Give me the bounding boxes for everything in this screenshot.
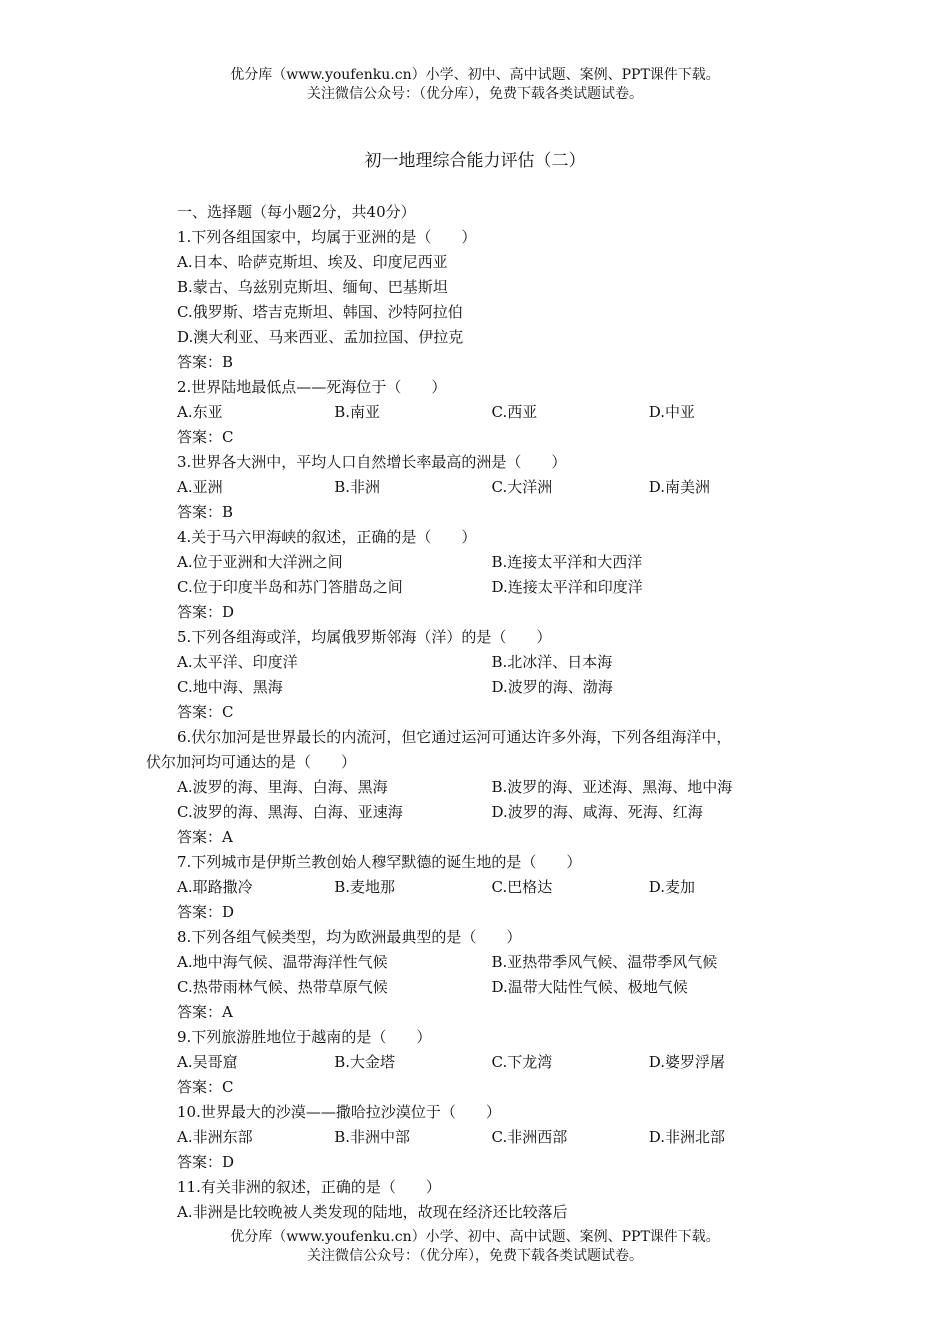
question-4-option-d: D.连接太平洋和印度洋 bbox=[491, 578, 643, 596]
question-10-option-d: D.非洲北部 bbox=[648, 1128, 726, 1146]
question-1-option-b: B.蒙古、乌兹别克斯坦、缅甸、巴基斯坦 bbox=[177, 278, 448, 296]
question-6-option-a: A.波罗的海、里海、白海、黑海 bbox=[177, 778, 388, 796]
question-4-answer: 答案：D bbox=[177, 603, 235, 621]
question-9-option-d: D.婆罗浮屠 bbox=[648, 1053, 726, 1071]
question-6-options-row-2 bbox=[146, 800, 806, 825]
question-7-stem: 7.下列城市是伊斯兰教创始人穆罕默德的诞生地的是（ ） bbox=[177, 853, 582, 871]
question-5-answer: 答案：C bbox=[177, 703, 234, 721]
section-heading: 一、选择题（每小题2分，共40分） bbox=[177, 203, 416, 221]
question-1-answer: 答案：B bbox=[177, 353, 234, 371]
question-8-options-row-1 bbox=[146, 950, 806, 975]
question-5-option-a: A.太平洋、印度洋 bbox=[177, 653, 298, 671]
question-1-option-a: A.日本、哈萨克斯坦、埃及、印度尼西亚 bbox=[177, 253, 448, 271]
document-body bbox=[146, 200, 806, 1225]
question-11-stem: 11.有关非洲的叙述，正确的是（ ） bbox=[177, 1178, 441, 1196]
question-8-options-row-2 bbox=[146, 975, 806, 1000]
question-10-option-c: C.非洲西部 bbox=[491, 1128, 568, 1146]
question-2-option-a: A.东亚 bbox=[177, 403, 223, 421]
question-4-option-c: C.位于印度半岛和苏门答腊岛之间 bbox=[177, 578, 403, 596]
question-9-option-c: C.下龙湾 bbox=[491, 1053, 553, 1071]
question-6-option-d: D.波罗的海、咸海、死海、红海 bbox=[491, 803, 703, 821]
question-1-option-d: D.澳大利亚、马来西亚、孟加拉国、伊拉克 bbox=[177, 328, 464, 346]
question-5-option-c: C.地中海、黑海 bbox=[177, 678, 283, 696]
question-8-option-c: C.热带雨林气候、热带草原气候 bbox=[177, 978, 388, 996]
question-8-answer: 答案：A bbox=[177, 1003, 233, 1021]
question-8-option-d: D.温带大陆性气候、极地气候 bbox=[491, 978, 688, 996]
question-2-option-c: C.西亚 bbox=[491, 403, 538, 421]
question-6-stem-continued: 伏尔加河均可通达的是（ ） bbox=[146, 753, 357, 771]
question-9-stem: 9.下列旅游胜地位于越南的是（ ） bbox=[177, 1028, 432, 1046]
question-2-option-d: D.中亚 bbox=[648, 403, 696, 421]
question-2-stem: 2.世界陆地最低点——死海位于（ ） bbox=[177, 378, 447, 396]
question-9-option-b: B.大金塔 bbox=[334, 1053, 396, 1071]
question-4-options-row-2 bbox=[146, 575, 806, 600]
question-11-option-a: A.非洲是比较晚被人类发现的陆地，故现在经济还比较落后 bbox=[177, 1203, 568, 1221]
page-footer bbox=[0, 1228, 950, 1266]
page-header bbox=[0, 66, 950, 104]
question-4-option-b: B.连接太平洋和大西洋 bbox=[491, 553, 643, 571]
question-4-option-a: A.位于亚洲和大洋洲之间 bbox=[177, 553, 343, 571]
question-3-answer: 答案：B bbox=[177, 503, 234, 521]
question-3-option-a: A.亚洲 bbox=[177, 478, 223, 496]
question-6-option-c: C.波罗的海、黑海、白海、亚速海 bbox=[177, 803, 403, 821]
question-7-option-d: D.麦加 bbox=[648, 878, 696, 896]
question-10-options bbox=[146, 1125, 806, 1150]
question-2-option-b: B.南亚 bbox=[334, 403, 381, 421]
question-1-stem: 1.下列各组国家中，均属于亚洲的是（ ） bbox=[177, 228, 477, 246]
header-line-2: 关注微信公众号：（优分库），免费下载各类试题试卷。 bbox=[307, 86, 643, 102]
question-6-option-b: B.波罗的海、亚述海、黑海、地中海 bbox=[491, 778, 733, 796]
question-6-stem: 6.伏尔加河是世界最长的内流河，但它通过运河可通达许多外海，下列各组海洋中， bbox=[177, 728, 732, 746]
question-2-options bbox=[146, 400, 806, 425]
question-1-option-c: C.俄罗斯、塔吉克斯坦、韩国、沙特阿拉伯 bbox=[177, 303, 463, 321]
question-5-stem: 5.下列各组海或洋，均属俄罗斯邻海（洋）的是（ ） bbox=[177, 628, 552, 646]
header-line-1: 优分库（www.youfenku.cn）小学、初中、高中试题、案例、PPT课件下载。 bbox=[230, 67, 720, 83]
question-8-stem: 8.下列各组气候类型，均为欧洲最典型的是（ ） bbox=[177, 928, 522, 946]
question-7-option-b: B.麦地那 bbox=[334, 878, 396, 896]
question-4-stem: 4.关于马六甲海峡的叙述，正确的是（ ） bbox=[177, 528, 477, 546]
question-2-answer: 答案：C bbox=[177, 428, 234, 446]
document-title: 初一地理综合能力评估（二） bbox=[364, 151, 586, 171]
question-3-stem: 3.世界各大洲中，平均人口自然增长率最高的洲是（ ） bbox=[177, 453, 567, 471]
question-9-option-a: A.吴哥窟 bbox=[177, 1053, 238, 1071]
question-3-option-c: C.大洋洲 bbox=[491, 478, 553, 496]
question-3-option-b: B.非洲 bbox=[334, 478, 381, 496]
footer-line-1: 优分库（www.youfenku.cn）小学、初中、高中试题、案例、PPT课件下载。 bbox=[230, 1229, 720, 1245]
question-10-option-b: B.非洲中部 bbox=[334, 1128, 411, 1146]
question-10-answer: 答案：D bbox=[177, 1153, 235, 1171]
question-7-options bbox=[146, 875, 806, 900]
question-5-options-row-2 bbox=[146, 675, 806, 700]
question-3-options bbox=[146, 475, 806, 500]
question-10-stem: 10.世界最大的沙漠——撒哈拉沙漠位于（ ） bbox=[177, 1103, 501, 1121]
question-10-option-a: A.非洲东部 bbox=[177, 1128, 253, 1146]
question-3-option-d: D.南美洲 bbox=[648, 478, 711, 496]
question-8-option-b: B.亚热带季风气候、温带季风气候 bbox=[491, 953, 718, 971]
question-9-options bbox=[146, 1050, 806, 1075]
question-6-options-row-1 bbox=[146, 775, 806, 800]
question-8-option-a: A.地中海气候、温带海洋性气候 bbox=[177, 953, 388, 971]
question-4-options-row-1 bbox=[146, 550, 806, 575]
question-7-answer: 答案：D bbox=[177, 903, 235, 921]
question-9-answer: 答案：C bbox=[177, 1078, 234, 1096]
question-5-option-b: B.北冰洋、日本海 bbox=[491, 653, 613, 671]
footer-line-2: 关注微信公众号：（优分库），免费下载各类试题试卷。 bbox=[307, 1248, 643, 1264]
question-6-answer: 答案：A bbox=[177, 828, 233, 846]
question-7-option-a: A.耶路撒冷 bbox=[177, 878, 253, 896]
question-5-options-row-1 bbox=[146, 650, 806, 675]
question-5-option-d: D.波罗的海、渤海 bbox=[491, 678, 613, 696]
question-7-option-c: C.巴格达 bbox=[491, 878, 553, 896]
